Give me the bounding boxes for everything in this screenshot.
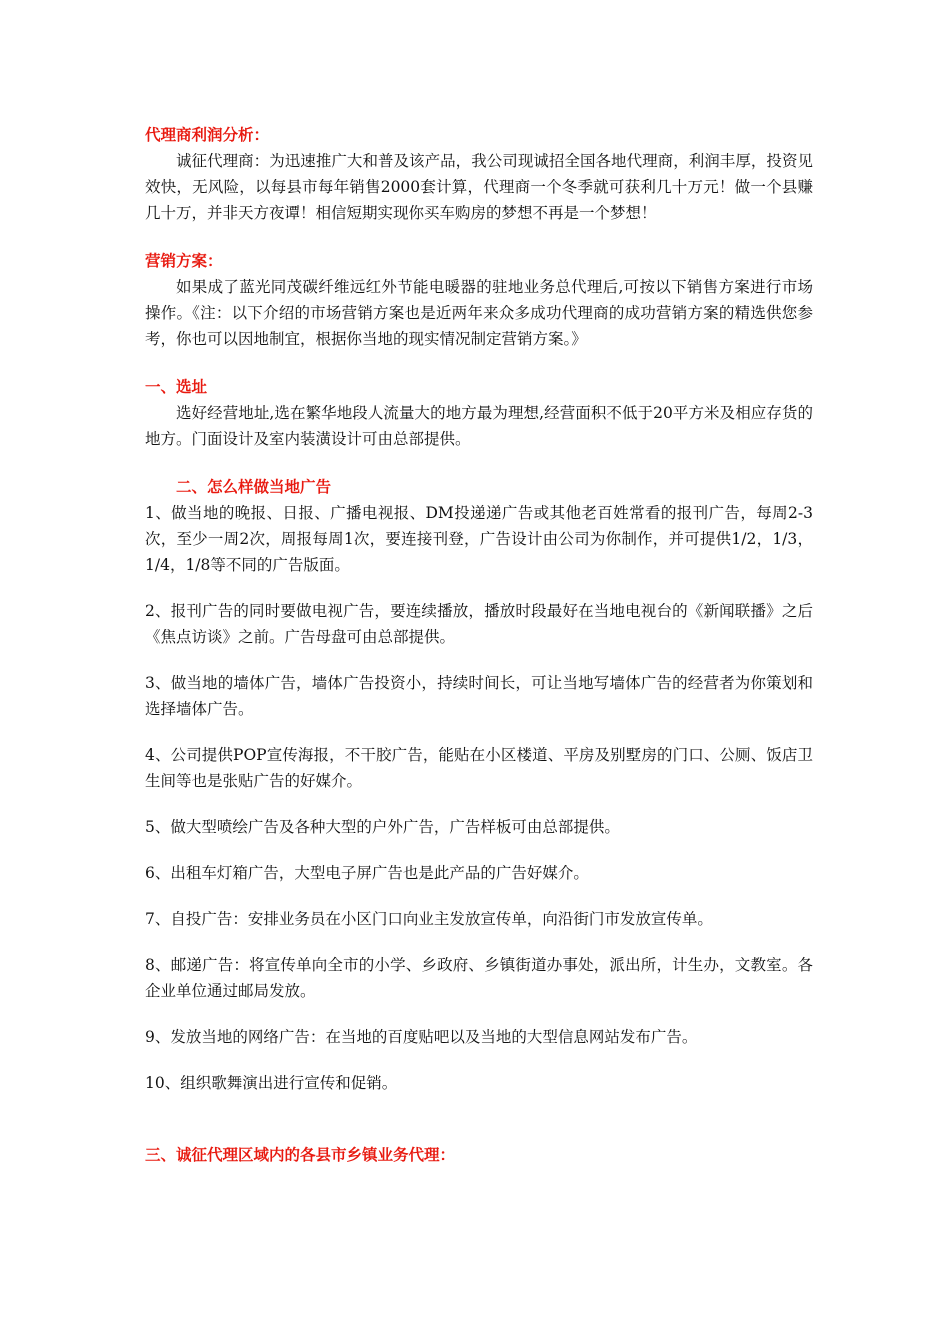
- heading-profit-analysis: 代理商利润分析：: [145, 125, 270, 144]
- list-item-ad-2: 2、报刊广告的同时要做电视广告，要连续播放，播放时段最好在当地电视台的《新闻联播》之后《焦点访谈》之前。广告母盘可由总部提供。: [145, 602, 813, 646]
- list-item-ad-10: 10、组织歌舞演出进行宣传和促销。: [145, 1074, 398, 1092]
- list-item-ad-5: 5、做大型喷绘广告及各种大型的户外广告，广告样板可由总部提供。: [145, 818, 620, 836]
- paragraph-marketing-plan: 如果成了蓝光同茂碳纤维远红外节能电暖器的驻地业务总代理后,可按以下销售方案进行市场操作。《注：以下介绍的市场营销方案也是近两年来众多成功代理商的成功营销方案的精选供您参考，你也可以因地制宜，根据你当地的现实情况制定营销方案。》: [145, 278, 813, 348]
- list-item-ad-7: 7、自投广告：安排业务员在小区门口向业主发放宣传单，向沿街门市发放宣传单。: [145, 910, 713, 928]
- list-item-ad-6: 6、出租车灯箱广告，大型电子屏广告也是此产品的广告好媒介。: [145, 864, 589, 882]
- heading-recruit-agents: 三、诚征代理区域内的各县市乡镇业务代理：: [145, 1145, 456, 1164]
- paragraph-site-selection: 选好经营地址,选在繁华地段人流量大的地方最为理想,经营面积不低于20平方米及相应存货的地方。门面设计及室内装潢设计可由总部提供。: [145, 404, 813, 448]
- paragraph-profit-analysis: 诚征代理商：为迅速推广大和普及该产品，我公司现诚招全国各地代理商，利润丰厚，投资见效快，无风险，以每县市每年销售2000套计算，代理商一个冬季就可获利几十万元！做一个县赚几十万，并非天方夜谭！相信短期实现你买车购房的梦想不再是一个梦想！: [145, 152, 813, 222]
- list-item-ad-4: 4、公司提供POP宣传海报，不干胶广告，能贴在小区楼道、平房及别墅房的门口、公厕、饭店卫生间等也是张贴广告的好媒介。: [145, 746, 813, 790]
- heading-local-ads: 二、怎么样做当地广告: [176, 477, 332, 496]
- heading-site-selection: 一、选址: [145, 377, 208, 396]
- list-item-ad-1: 1、做当地的晚报、日报、广播电视报、DM投递递广告或其他老百姓常看的报刊广告，每周2-3次，至少一周2次，周报每周1次，要连接刊登，广告设计由公司为你制作，并可提供1/2，1/3，1/4，1/8等不同的广告版面。: [145, 504, 813, 574]
- list-item-ad-9: 9、发放当地的网络广告：在当地的百度贴吧以及当地的大型信息网站发布广告。: [145, 1028, 698, 1046]
- list-item-ad-8: 8、邮递广告：将宣传单向全市的小学、乡政府、乡镇街道办事处，派出所，计生办，文教室。各企业单位通过邮局发放。: [145, 956, 813, 1000]
- heading-marketing-plan: 营销方案：: [145, 251, 223, 270]
- list-item-ad-3: 3、做当地的墙体广告，墙体广告投资小，持续时间长，可让当地写墙体广告的经营者为你策划和选择墙体广告。: [145, 674, 813, 718]
- document-body: [145, 122, 813, 1168]
